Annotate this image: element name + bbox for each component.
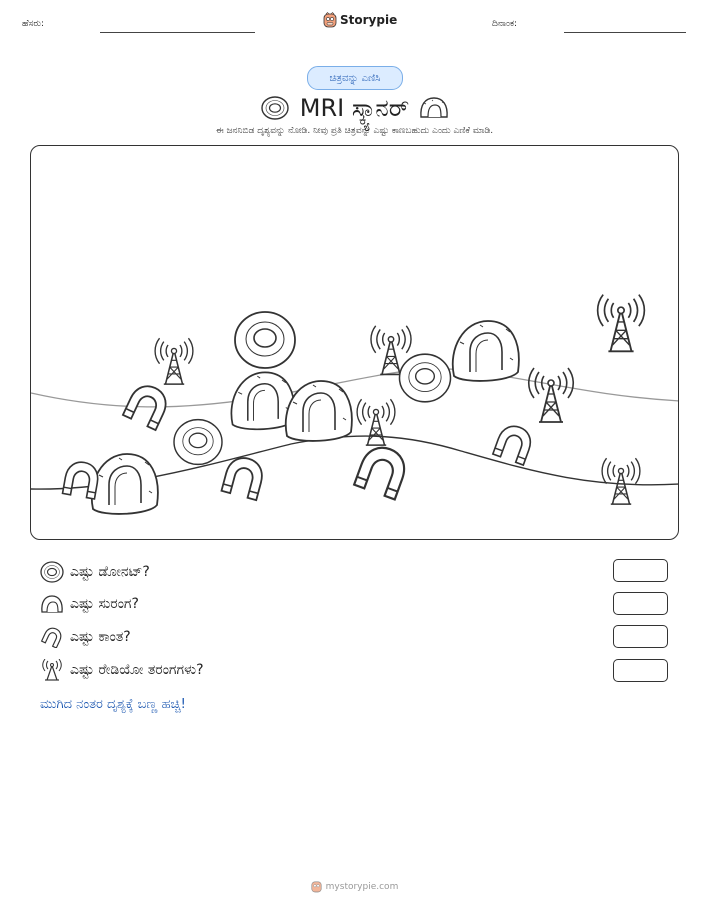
page-footer: [0, 880, 709, 893]
scene-illustration: [31, 146, 679, 540]
radio-tower: [357, 399, 395, 445]
answer-box-radio-tower[interactable]: [613, 659, 668, 682]
answer-box-donut[interactable]: [613, 559, 668, 582]
radio-tower: [602, 458, 640, 504]
page-title: MRI ಸ್ಕ್ಯಾನರ್: [299, 94, 410, 122]
donut-icon: [40, 561, 64, 583]
donut: [235, 312, 295, 368]
brand-name: Storypie: [340, 13, 398, 27]
question-text: ಎಷ್ಟು ರೇಡಿಯೋ ತರಂಗಗಳು?: [70, 662, 204, 678]
question-text: ಎಷ್ಟು ಡೋನಟ್?: [70, 564, 150, 580]
question-magnet: [40, 625, 131, 649]
activity-badge: ಚಿತ್ರವನ್ನು ಎಣಿಸಿ: [307, 66, 403, 90]
magnet-icon: [40, 626, 64, 648]
tunnel-icon: [40, 593, 64, 615]
answer-box-magnet[interactable]: [613, 625, 668, 648]
date-label: ದಿನಾಂಕ:: [492, 19, 518, 29]
tunnel-icon: [419, 95, 449, 121]
radio-tower-icon: [40, 659, 64, 681]
magnet: [493, 422, 535, 465]
counting-scene: [30, 145, 679, 540]
donut-icon: [260, 95, 290, 121]
name-field[interactable]: [100, 32, 255, 33]
question-text: ಎಷ್ಟು ಕಾಂತ?: [70, 629, 131, 645]
magnet: [354, 442, 410, 500]
radio-tower: [529, 368, 574, 422]
footer-site[interactable]: mystorypie.com: [325, 881, 399, 892]
donut: [174, 420, 222, 465]
answer-box-tunnel[interactable]: [613, 592, 668, 615]
tunnel: [286, 381, 352, 441]
storypie-logo-icon: [311, 880, 322, 893]
donut: [400, 354, 451, 402]
magnet: [63, 460, 101, 499]
name-label: ಹೆಸರು:: [22, 19, 45, 29]
brand-logo: [323, 12, 397, 28]
date-field[interactable]: [564, 32, 686, 33]
radio-tower: [155, 338, 193, 384]
coloring-instruction: ಮುಗಿದ ನಂತರ ದೃಶ್ಯಕ್ಕೆ ಬಣ್ಣ ಹಚ್ಚಿ!: [40, 697, 186, 712]
radio-tower: [598, 295, 645, 352]
question-radio-tower: [40, 658, 204, 682]
storypie-logo-icon: [323, 12, 337, 28]
tunnel: [453, 321, 519, 381]
magnet: [123, 380, 172, 430]
magnet: [221, 454, 266, 500]
instructions: ಈ ಜನನಿಬಿಡ ದೃಶ್ಯವನ್ನು ನೋಡಿ. ನೀವು ಪ್ರತಿ ಚಿತ್ರವನ್ನು ಎಷ್ಟು ಕಾಣಬಹುದು ಎಂದು ಎಣಿಕೆ ಮಾಡಿ.: [215, 126, 494, 136]
tunnel: [92, 454, 158, 514]
title-row: [0, 90, 709, 126]
question-tunnel: [40, 592, 139, 616]
question-text: ಎಷ್ಟು ಸುರಂಗ?: [70, 596, 139, 612]
question-donut: [40, 560, 150, 584]
